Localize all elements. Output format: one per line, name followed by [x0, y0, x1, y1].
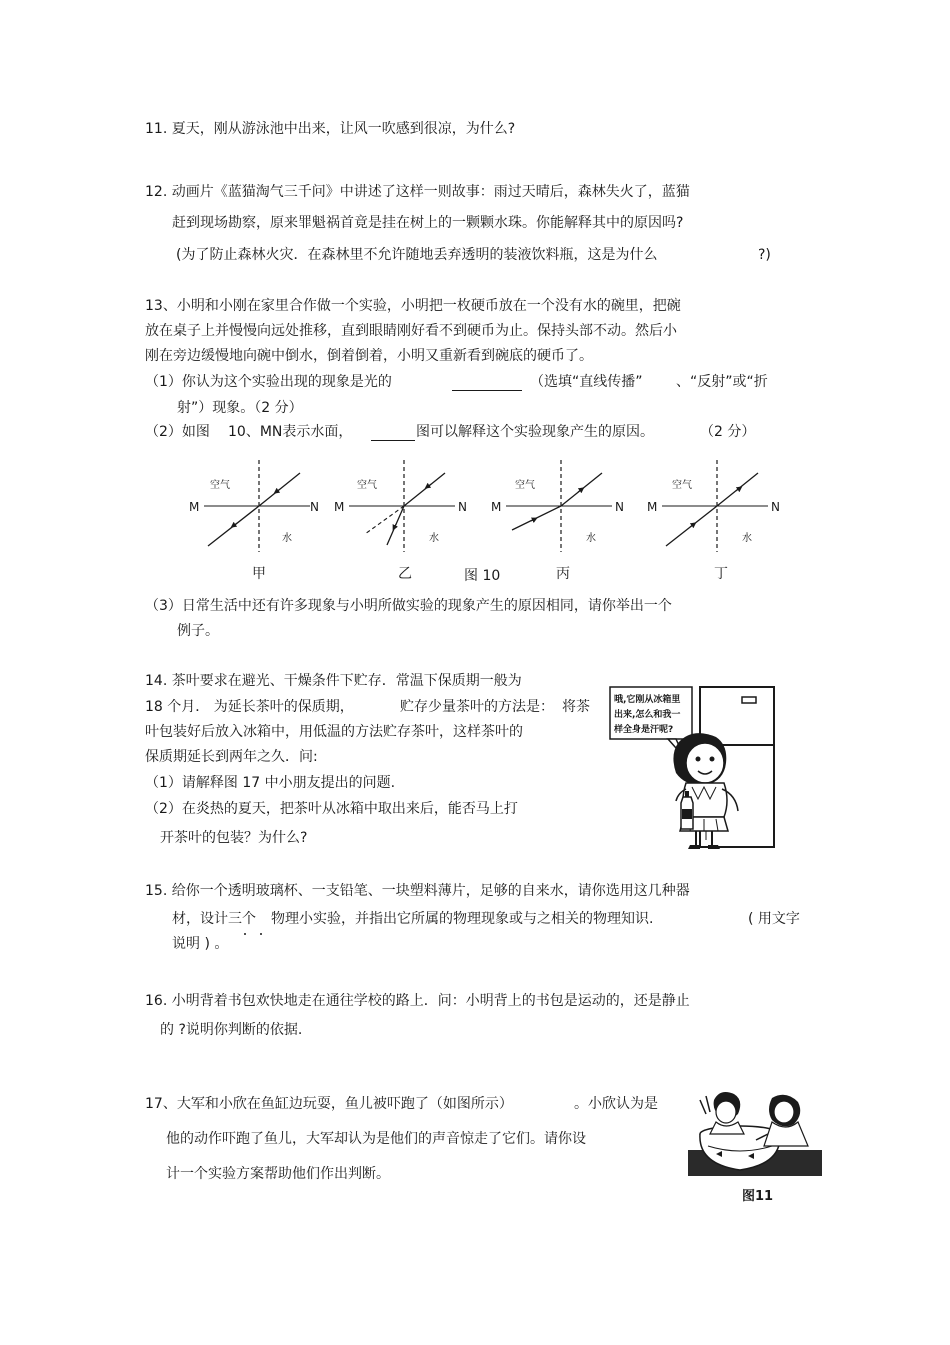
- q15-line2a: 材，设计三个: [172, 911, 256, 927]
- panel-label-yi: 乙: [398, 566, 412, 582]
- q12-line2: 赶到现场勘察，原来罪魁祸首竟是挂在树上的一颗颗水珠。你能解释其中的原因吗?: [172, 215, 684, 231]
- figure-17-girl-fridge-cartoon: [608, 675, 778, 855]
- label-air: 空气: [357, 480, 377, 491]
- q13-sub2b: 10、MN表示水面，: [228, 424, 353, 440]
- label-water: 水: [282, 533, 292, 544]
- q12-line3b: ?): [758, 247, 771, 263]
- label-water: 水: [742, 533, 752, 544]
- q16-line1: 16. 小明背着书包欢快地走在通往学校的路上．问：小明背上的书包是运动的，还是静止: [145, 993, 690, 1009]
- q13-sub3a: （3）日常生活中还有许多现象与小明所做实验的现象产生的原因相同，请你举出一个: [145, 598, 672, 614]
- bubble-line1: 哦,它刚从冰箱里: [614, 695, 681, 705]
- label-m: M: [189, 500, 200, 514]
- q13-sub3b: 例子。: [177, 623, 219, 639]
- bottle-icon: [681, 791, 693, 829]
- bubble-line3: 样全身是汗呢?: [614, 725, 674, 735]
- label-air: 空气: [515, 480, 535, 491]
- panel-yi: [334, 460, 467, 582]
- q17-line2: 他的动作吓跑了鱼儿，大军却认为是他们的声音惊走了它们。请你设: [166, 1131, 586, 1147]
- bubble-line2: 出来,怎么和我一: [614, 710, 681, 720]
- emphasis-dot: [244, 933, 246, 935]
- q15-line2c: ( 用文字: [748, 911, 800, 927]
- figure-10-caption: 图 10: [464, 568, 501, 584]
- q13-line2: 放在桌子上并慢慢向远处推移，直到眼睛刚好看不到硬币为止。保持头部不动。然后小: [145, 323, 677, 339]
- q13-sub1b: （选填“直线传播”: [530, 374, 643, 390]
- q17-line1b: 。小欣认为是: [574, 1096, 658, 1112]
- q13-sub1d: 射”）现象。（2 分）: [177, 400, 303, 416]
- label-n: N: [310, 500, 319, 514]
- q15-line2b: 物理小实验，并指出它所属的物理现象或与之相关的物理知识.: [271, 911, 654, 927]
- q11-line1: 11. 夏天，刚从游泳池中出来，让风一吹感到很凉，为什么?: [145, 121, 516, 137]
- panel-jia: [189, 460, 319, 582]
- q13-answer-blank-2[interactable]: [371, 440, 415, 441]
- label-n: N: [771, 500, 780, 514]
- q15-line1: 15. 给你一个透明玻璃杯、一支铅笔、一块塑料薄片，足够的自来水，请你选用这几种器: [145, 883, 690, 899]
- label-m: M: [334, 500, 345, 514]
- figure-10-refraction-diagrams: [180, 455, 820, 590]
- q13-sub1a: （1）你认为这个实验出现的现象是光的: [145, 374, 392, 390]
- figure-11-caption: 图11: [742, 1189, 774, 1204]
- q14-line3: 叶包装好后放入冰箱中，用低温的方法贮存茶叶，这样茶叶的: [145, 724, 523, 740]
- q13-sub2a: （2）如图: [145, 424, 210, 440]
- q14-line2a: 18 个月． 为延长茶叶的保质期，: [145, 699, 354, 715]
- label-m: M: [491, 500, 502, 514]
- emphasis-dot: [260, 933, 262, 935]
- q13-sub2d: （2 分）: [700, 424, 756, 440]
- q13-line1: 13、小明和小刚在家里合作做一个实验，小明把一枚硬币放在一个没有水的碗里，把碗: [145, 298, 681, 314]
- label-air: 空气: [672, 480, 692, 491]
- q14-line2b: 贮存少量茶叶的方法是：: [400, 699, 554, 715]
- label-water: 水: [586, 533, 596, 544]
- panel-bing: [491, 460, 624, 582]
- label-n: N: [458, 500, 467, 514]
- q17-line3: 计一个实验方案帮助他们作出判断。: [166, 1166, 390, 1182]
- q12-line1: 12. 动画片《蓝猫淘气三千问》中讲述了这样一则故事：雨过天晴后，森林失火了，蓝猫: [145, 184, 690, 200]
- q13-answer-blank-1[interactable]: [452, 390, 522, 391]
- q12-line3a: (为了防止森林火灾．在森林里不允许随地丢弃透明的装液饮料瓶，这是为什么: [176, 247, 658, 263]
- q14-sub1: （1）请解释图 17 中小朋友提出的问题.: [145, 775, 396, 791]
- q14-sub2b: 开茶叶的包装？为什么?: [160, 830, 308, 846]
- q17-line1a: 17、大军和小欣在鱼缸边玩耍，鱼儿被吓跑了（如图所示）: [145, 1096, 513, 1112]
- label-water: 水: [429, 533, 439, 544]
- q13-sub1c: 、“反射”或“折: [676, 374, 768, 390]
- q13-line3: 刚在旁边缓慢地向碗中倒水，倒着倒着，小明又重新看到碗底的硬币了。: [145, 348, 593, 364]
- q13-sub2c: 图可以解释这个实验现象产生的原因。: [416, 424, 654, 440]
- panel-ding: [647, 460, 780, 582]
- q16-line2: 的 ?说明你判断的依据.: [160, 1022, 303, 1038]
- q14-line2c: 将茶: [562, 699, 590, 715]
- panel-label-ding: 丁: [714, 566, 728, 582]
- figure-11-fish-tank-cartoon: [686, 1090, 826, 1205]
- q15-line3: 说明 ) 。: [172, 936, 229, 952]
- label-n: N: [615, 500, 624, 514]
- label-m: M: [647, 500, 658, 514]
- panel-label-jia: 甲: [252, 566, 266, 582]
- q14-sub2: （2）在炎热的夏天，把茶叶从冰箱中取出来后，能否马上打: [145, 801, 518, 817]
- panel-label-bing: 丙: [556, 566, 570, 582]
- q14-line1: 14. 茶叶要求在避光、干燥条件下贮存．常温下保质期一般为: [145, 673, 522, 689]
- boy-icon: [700, 1092, 744, 1134]
- label-air: 空气: [210, 480, 230, 491]
- q14-line4: 保质期延长到两年之久．问:: [145, 749, 318, 765]
